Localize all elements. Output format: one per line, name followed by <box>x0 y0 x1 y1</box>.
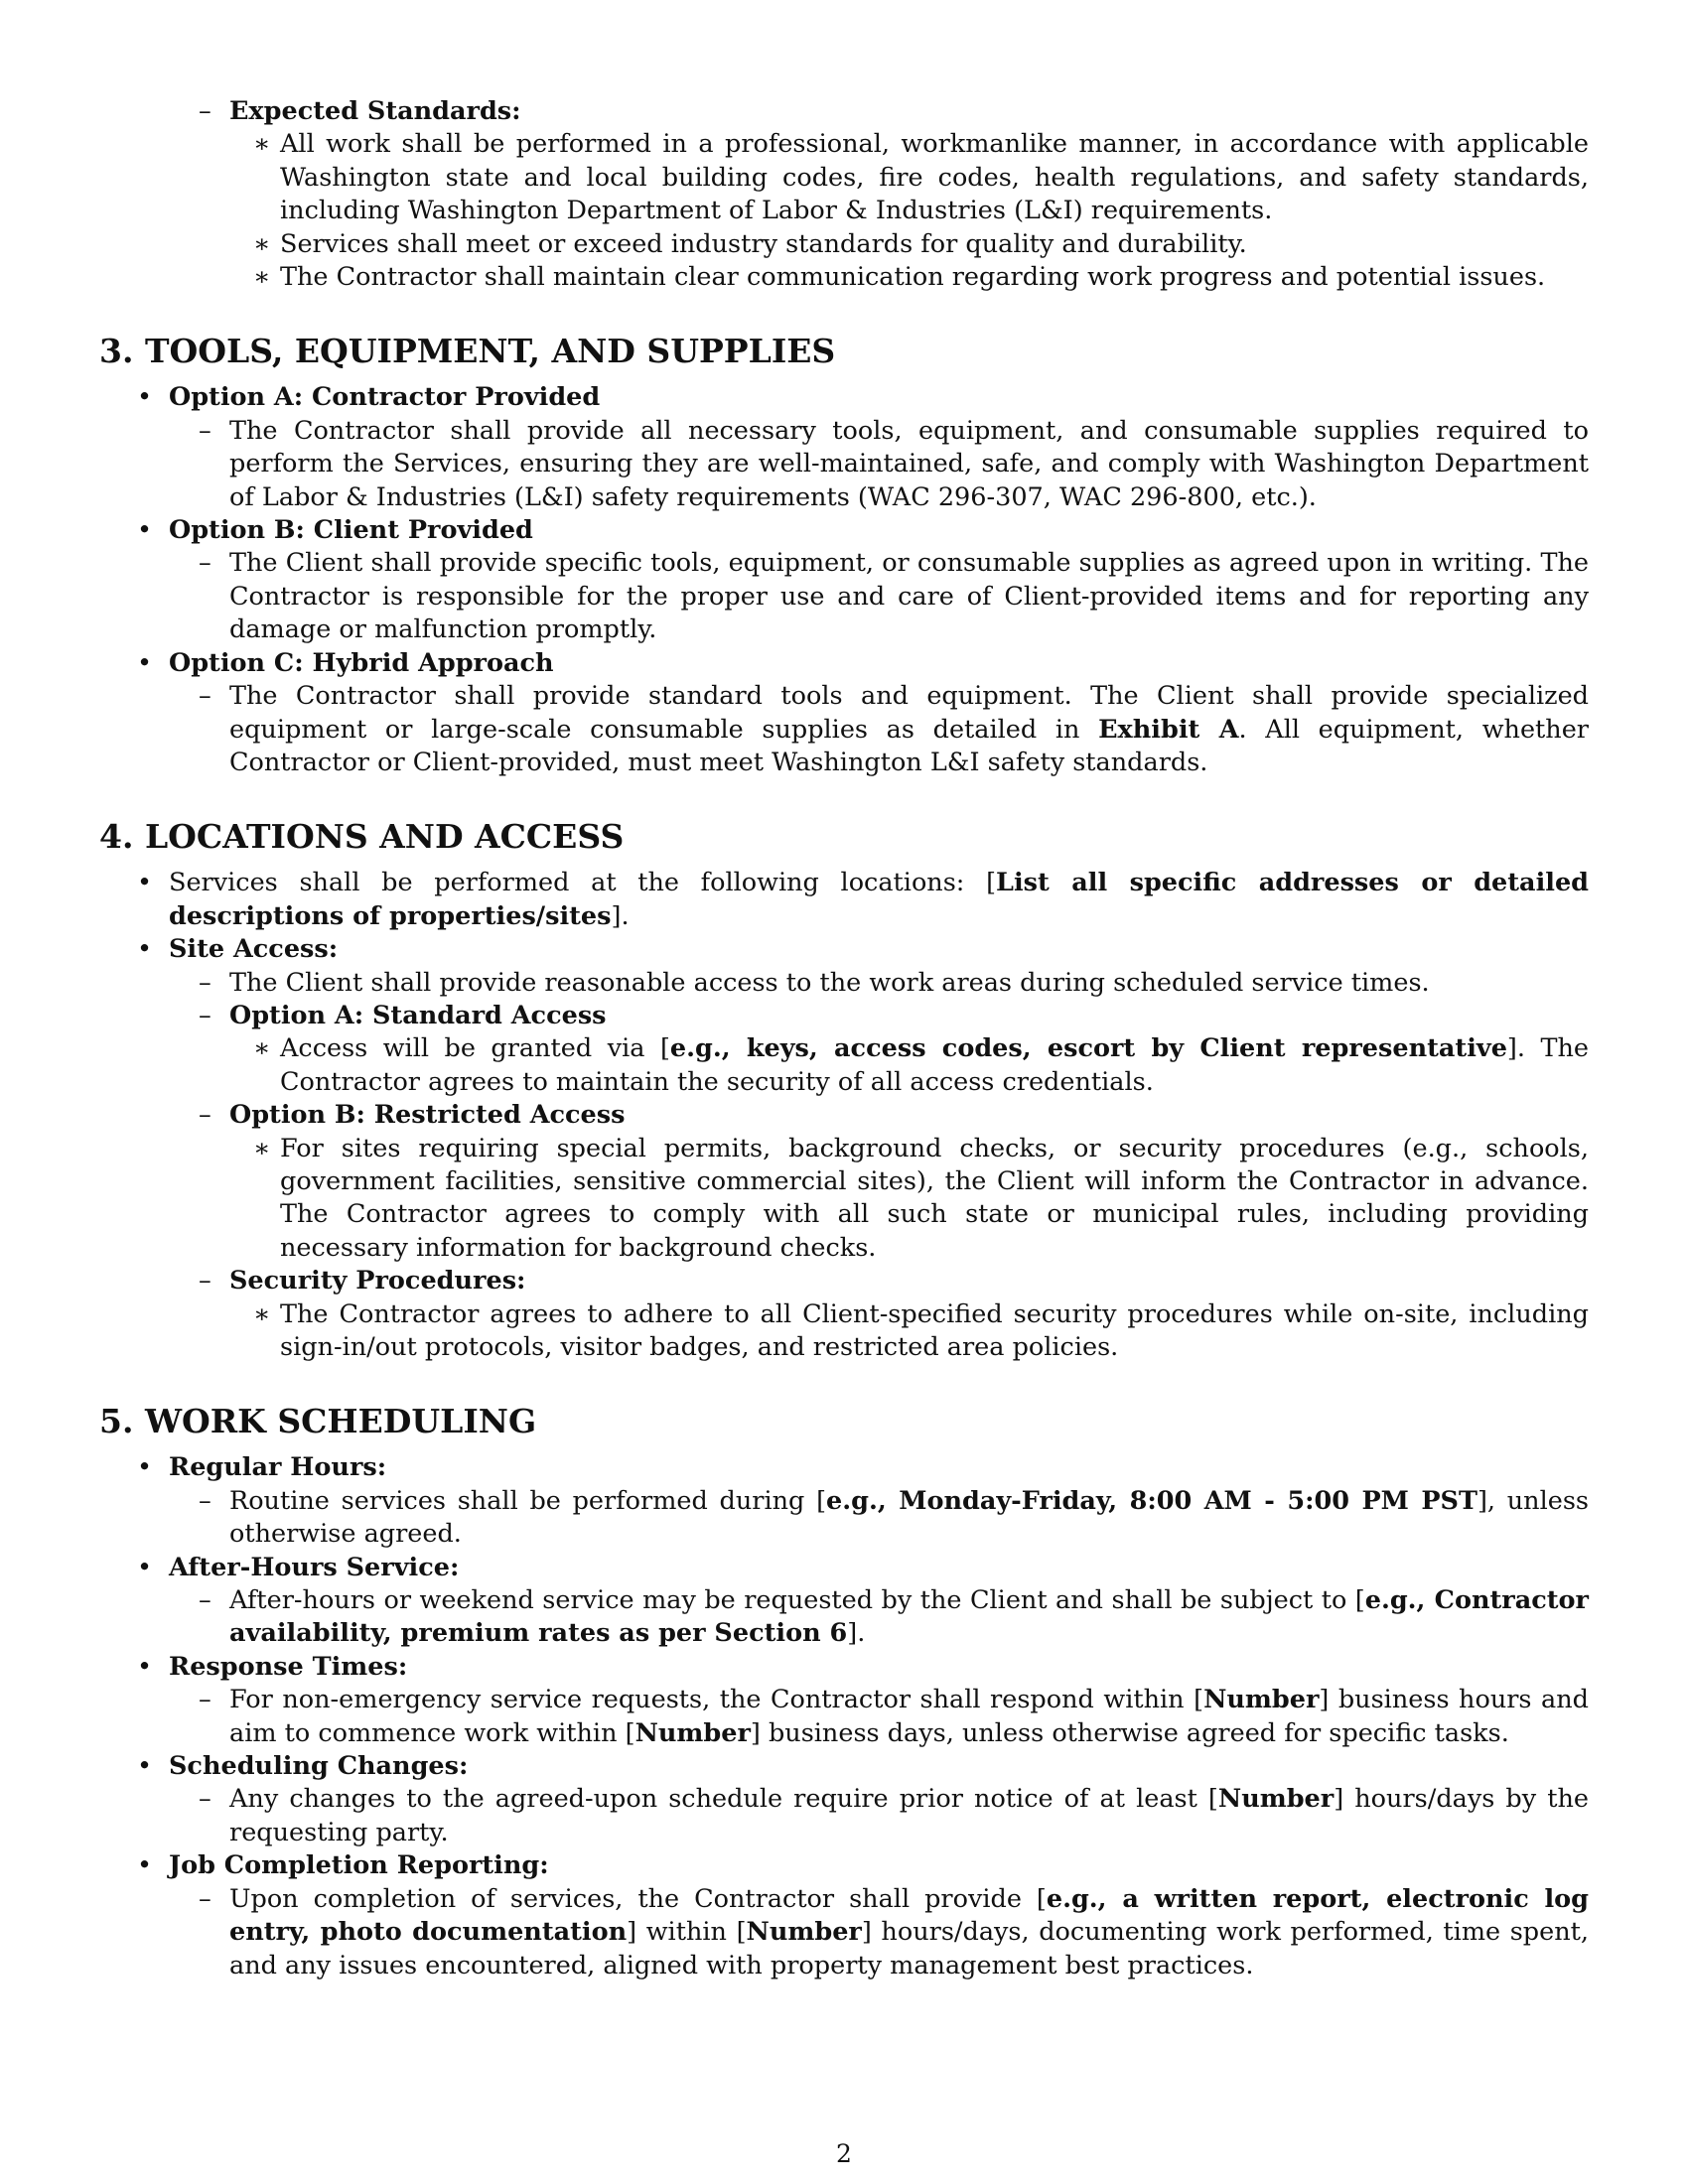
after-hours-text: – After-hours or weekend service may be requested by the Client and shall be subject to [e.g., Contractor availability, premium rates as per Section 6]. <box>199 1585 1589 1649</box>
standard-access-item: – Option A: Standard Access <box>229 1000 1589 1032</box>
option-a-item: • Option A: Contractor Provided <box>169 381 1589 414</box>
scheduling-changes-item: • Scheduling Changes: <box>169 1750 1589 1783</box>
option-a-text: – The Contractor shall provide all necessary tools, equipment, and consumable supplies required to perform the Services, ensuring they are well-maintained, safe, and comply with Washington Department of Labor & Industries (L&I) safety requirements (WAC 296-307, WAC 296-800, etc.). <box>199 415 1589 512</box>
locations-item: • Services shall be performed at the following locations: [List all specific addresses or detailed descriptions of properties/sites]. <box>137 868 1589 931</box>
security-procedures-text: ∗ The Contractor agrees to adhere to all Client-specified security procedures while on-site, including sign-in/out protocols, visitor badges, and restricted area policies. <box>253 1298 1589 1362</box>
bullet-marker: • <box>137 1850 153 1881</box>
bullet-marker: • <box>137 515 153 546</box>
response-times-text: – For non-emergency service requests, the Contractor shall respond within [Number] business hours and aim to commence work within [Number] business days, unless otherwise agreed for specific tasks. <box>199 1685 1589 1748</box>
dash-marker: – <box>199 96 211 126</box>
restricted-access-text: ∗ For sites requiring special permits, background checks, or security procedures (e.g., schools, government facilities, sensitive commercial sites), the Client will inform the Contractor in advance. The Contractor agrees to comply with all such state or municipal rules, including providing necessary information for background checks. <box>253 1133 1589 1263</box>
bullet-marker: • <box>137 1651 153 1682</box>
expected-standards-item <box>199 95 1589 128</box>
site-access-text: – The Client shall provide reasonable access to the work areas during scheduled service times. <box>229 967 1589 1000</box>
site-access-item: • Site Access: <box>169 933 1589 966</box>
option-c-item: • Option C: Hybrid Approach <box>169 647 1589 680</box>
standard-access-text: ∗ Access will be granted via [e.g., keys, access codes, escort by Client representative]. The Contractor agrees to maintain the security of all access credentials. <box>253 1033 1589 1097</box>
bullet-marker: • <box>137 382 153 413</box>
bullet-marker: • <box>137 1452 153 1483</box>
dash-marker: – <box>199 1100 211 1131</box>
dash-marker: – <box>199 1585 211 1616</box>
response-times-item: • Response Times: <box>169 1651 1589 1684</box>
asterisk-marker: ∗ <box>253 262 271 293</box>
option-b-text: – The Client shall provide specific tools, equipment, or consumable supplies as agreed upon in writing. The Contractor is responsible for the proper use and care of Client-provided items and for reporting any damage or malfunction promptly. <box>199 548 1589 645</box>
dash-marker: – <box>199 1266 211 1297</box>
expected-standards-label: Expected Standards: <box>229 96 521 126</box>
bullet-marker: • <box>137 934 153 965</box>
standards-item-1: ∗ All work shall be performed in a professional, workmanlike manner, in accordance with applicable Washington state and local building codes, fire codes, health regulations, and safety standards, including Washington Department of Labor & Industries (L&I) requirements. <box>253 129 1589 226</box>
section-5-heading: 5. WORK SCHEDULING <box>99 1402 537 1441</box>
dash-marker: – <box>199 548 211 579</box>
dash-marker: – <box>199 1784 211 1815</box>
section-4-heading: 4. LOCATIONS AND ACCESS <box>99 817 625 857</box>
standards-item-2: ∗ Services shall meet or exceed industry standards for quality and durability. <box>280 228 1589 261</box>
scheduling-changes-text: – Any changes to the agreed-upon schedule require prior notice of at least [Number] hours/days by the requesting party. <box>199 1784 1589 1847</box>
dash-marker: – <box>199 1000 211 1030</box>
exhibit-reference: Exhibit A <box>1098 714 1239 745</box>
dash-marker: – <box>199 967 211 998</box>
asterisk-marker: ∗ <box>253 129 271 160</box>
restricted-access-item: – Option B: Restricted Access <box>229 1099 1589 1132</box>
asterisk-marker: ∗ <box>253 1298 271 1329</box>
asterisk-marker: ∗ <box>253 1033 271 1064</box>
dash-marker: – <box>199 1485 211 1516</box>
regular-hours-item: • Regular Hours: <box>169 1451 1589 1484</box>
section-3-heading: 3. TOOLS, EQUIPMENT, AND SUPPLIES <box>99 332 836 371</box>
asterisk-marker: ∗ <box>253 1133 271 1163</box>
option-c-text: – The Contractor shall provide standard tools and equipment. The Client shall provide specialized equipment or large-scale consumable supplies as detailed in Exhibit A. All equipment, whether Contractor or Client-provided, must meet Washington L&I safety standards. <box>199 681 1589 777</box>
bullet-marker: • <box>137 868 153 898</box>
dash-marker: – <box>199 681 211 712</box>
security-procedures-item: – Security Procedures: <box>229 1265 1589 1297</box>
bullet-marker: • <box>137 1751 153 1782</box>
dash-marker: – <box>199 1685 211 1715</box>
job-completion-text: – Upon completion of services, the Contractor shall provide [e.g., a written report, electronic log entry, photo documentation] within [Number] hours/days, documenting work performed, time spent, and any issues encountered, aligned with property management best practices. <box>199 1883 1589 1980</box>
bullet-marker: • <box>137 1552 153 1582</box>
dash-marker: – <box>199 415 211 446</box>
job-completion-item: • Job Completion Reporting: <box>169 1849 1589 1882</box>
page-number: 2 <box>836 2139 852 2168</box>
regular-hours-text: – Routine services shall be performed during [e.g., Monday-Friday, 8:00 AM - 5:00 PM PST], unless otherwise agreed. <box>199 1485 1589 1550</box>
document-page <box>99 95 1589 1982</box>
bullet-marker: • <box>137 647 153 678</box>
after-hours-item: • After-Hours Service: <box>169 1552 1589 1584</box>
asterisk-marker: ∗ <box>253 228 271 259</box>
standards-item-3: ∗ The Contractor shall maintain clear communication regarding work progress and potential issues. <box>280 261 1589 294</box>
dash-marker: – <box>199 1883 211 1914</box>
option-b-item: • Option B: Client Provided <box>169 514 1589 547</box>
